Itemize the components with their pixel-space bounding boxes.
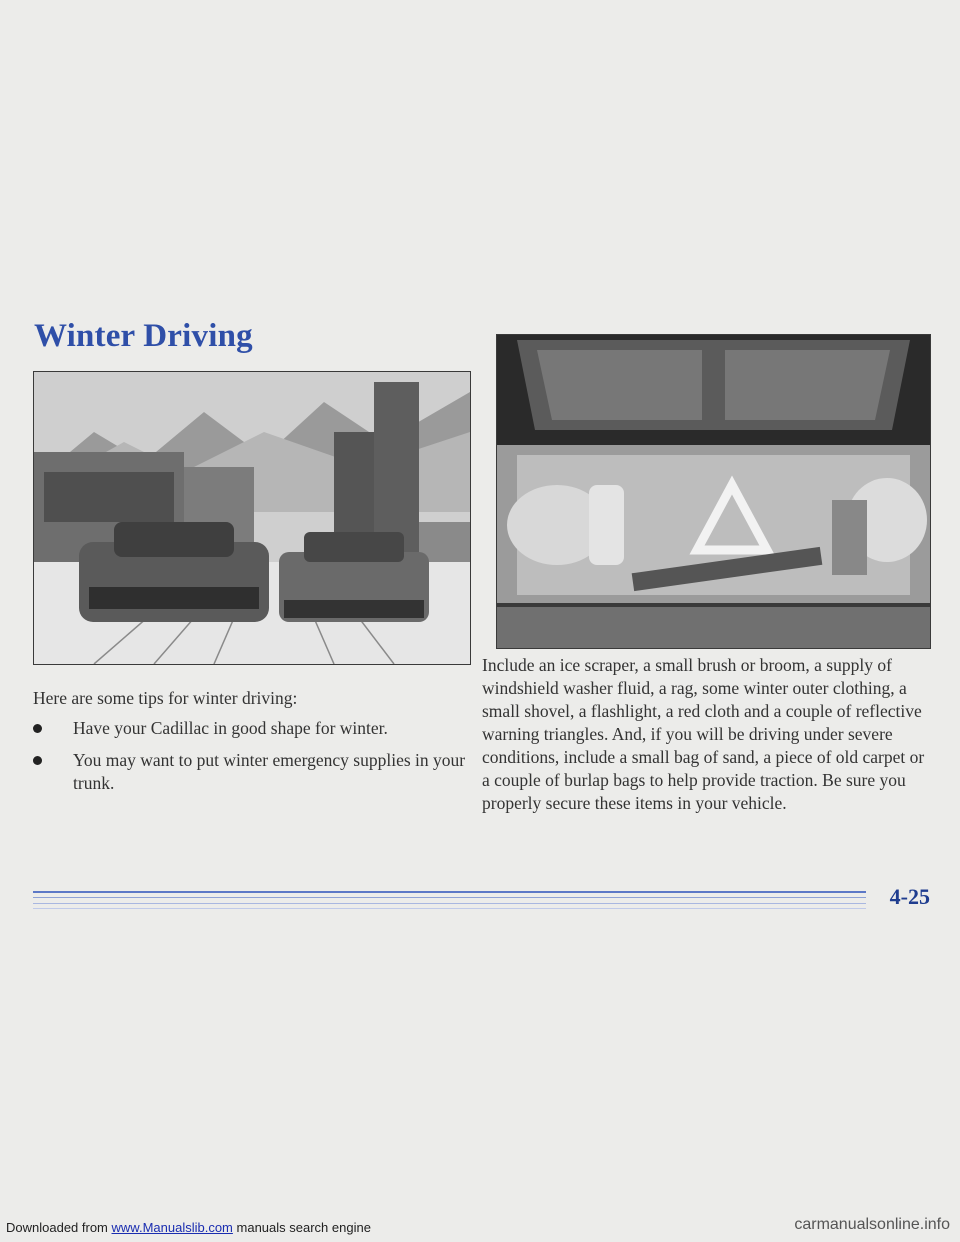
- page-number: 4-25: [889, 884, 930, 909]
- watermark-text: carmanualsonline.info: [794, 1216, 950, 1233]
- bullet-icon: [33, 756, 42, 765]
- manualslib-link[interactable]: www.Manualslib.com: [111, 1220, 233, 1235]
- bullet-text: You may want to put winter emergency supplies in your trunk.: [73, 750, 466, 793]
- footer-rule: [33, 897, 866, 898]
- trunk-supplies-illustration: [496, 334, 931, 649]
- list-item: [33, 749, 473, 795]
- footer-rule: [33, 891, 866, 893]
- footer-rule: [33, 908, 866, 909]
- list-item: [33, 717, 473, 740]
- intro-text: Here are some tips for winter driving:: [33, 688, 298, 708]
- tips-list: [33, 717, 473, 804]
- winter-street-illustration: [33, 371, 471, 665]
- bullet-text: Have your Cadillac in good shape for winter.: [73, 718, 388, 738]
- bullet-icon: [33, 724, 42, 733]
- credit-suffix: manuals search engine: [236, 1220, 371, 1235]
- page-title: Winter Driving: [34, 318, 253, 354]
- download-credit: [6, 1220, 371, 1235]
- credit-prefix: Downloaded from: [6, 1220, 108, 1235]
- footer-rule: [33, 903, 866, 904]
- supplies-paragraph: Include an ice scraper, a small brush or broom, a supply of windshield washer fluid, a rag, some winter outer clothing, a small shovel, a flashlight, a red cloth and a couple of reflective warning triangles. And, if you will be driving under severe conditions, include a small bag of sand, a piece of old carpet or a couple of burlap bags to help provide traction. Be sure you properly secure these items in your vehicle.: [482, 655, 925, 813]
